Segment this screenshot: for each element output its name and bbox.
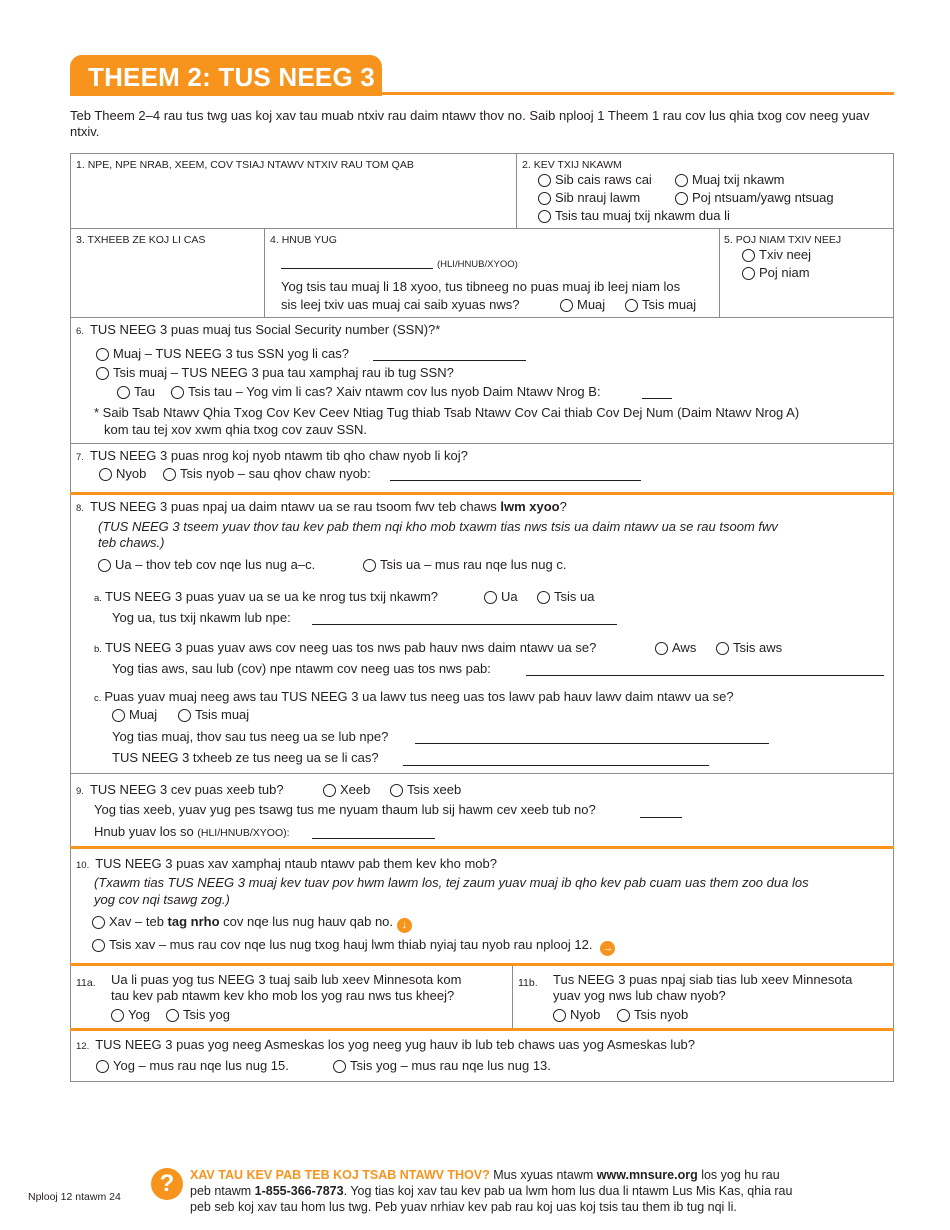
column-divider [264, 229, 265, 317]
name-field[interactable] [78, 214, 508, 215]
q2-option[interactable]: Sib cais raws cai [538, 172, 652, 188]
q10-note: yog cov nqi tsawg zog.) [94, 892, 230, 907]
q4-question: Yog tsis tau muaj li 18 xyoo, tus tibneeg no puas muaj ib leej niam los [281, 279, 681, 294]
intro-text: Teb Theem 2–4 rau tus twg uas koj xav tau muab ntxiv rau daim ntawv thov no. Saib nplooj 1 Theem 1 rau cov lus qhia txog cov neeg yuav ntxiv. [70, 108, 870, 139]
radio-button[interactable] [163, 468, 176, 481]
radio-button[interactable] [96, 367, 109, 380]
accent-divider [70, 492, 894, 495]
q6-note: * Saib Tsab Ntawv Qhia Txog Cov Kev Ceev Ntiag Tug thiab Tsab Ntawv Cov Cai thiab Cov Dej Num (Daim Ntawv Nrog A) [94, 405, 800, 420]
radio-button[interactable] [111, 1009, 124, 1022]
radio-button[interactable] [675, 174, 688, 187]
radio-button[interactable] [92, 916, 105, 929]
q6-sub-no[interactable]: Tsis tau – Yog vim li cas? Xaiv ntawm cov lus nyob Daim Ntawv Nrog B: [171, 384, 601, 400]
q5-option[interactable]: Txiv neej [742, 247, 811, 263]
q7-option-no[interactable]: Tsis nyob – sau qhov chaw nyob: [163, 466, 371, 482]
q8-option-yes[interactable]: Ua – thov teb cov nqe lus nug a–c. [98, 557, 315, 573]
address-field[interactable] [390, 480, 641, 481]
q2-option[interactable]: Muaj txij nkawm [675, 172, 784, 188]
divider [70, 773, 894, 774]
divider [70, 228, 894, 229]
q9-option[interactable]: Xeeb [323, 782, 370, 798]
page-number: Nplooj 12 ntawm 24 [28, 1191, 121, 1203]
divider [70, 317, 894, 318]
reason-field[interactable] [642, 398, 672, 399]
q4-option[interactable]: Tsis muaj [625, 297, 696, 313]
accent-divider [70, 1028, 894, 1031]
q11b-question: yuav yog nws lub chaw nyob? [553, 988, 726, 1003]
q9-option[interactable]: Tsis xeeb [390, 782, 461, 798]
q11a-option[interactable]: Yog [111, 1007, 150, 1023]
q8c-option[interactable]: Muaj [112, 707, 157, 723]
radio-button[interactable] [538, 210, 551, 223]
q12-option-no[interactable]: Tsis yog – mus rau nqe lus nug 13. [333, 1058, 551, 1074]
question-icon: ? [151, 1168, 183, 1200]
radio-button[interactable] [323, 784, 336, 797]
tax-filer-name-field[interactable] [415, 743, 769, 744]
q6-option-no[interactable]: Tsis muaj – TUS NEEG 3 pua tau xamphaj rau ib tug SSN? [96, 365, 454, 381]
birthdate-field[interactable] [281, 268, 433, 269]
q4-question: sis leej txiv uas muaj cai saib xyuas nws? [281, 297, 520, 312]
radio-button[interactable] [742, 249, 755, 262]
radio-button[interactable] [484, 591, 497, 604]
q11a-number: 11a. [76, 977, 96, 989]
q8-note: teb chaws.) [98, 535, 165, 550]
radio-button[interactable] [617, 1009, 630, 1022]
q8a-followup: Yog ua, tus txij nkawm lub npe: [112, 610, 291, 625]
q10-note: (Txawm tias TUS NEEG 3 muaj kev tuav pov hwm lawm los, tej zaum yuav muaj ib qho kev pab cuam uas them zoo dua los [94, 875, 809, 890]
accent-divider [70, 963, 894, 966]
q2-option[interactable]: Poj ntsuam/yawg ntsuag [675, 190, 834, 206]
radio-button[interactable] [742, 267, 755, 280]
q8b-option[interactable]: Aws [655, 640, 696, 656]
q8c-option[interactable]: Tsis muaj [178, 707, 249, 723]
q2-option[interactable]: Tsis tau muaj txij nkawm dua li [538, 208, 730, 224]
divider [70, 443, 894, 444]
q8-question: 8. TUS NEEG 3 puas npaj ua daim ntawv ua se rau tsoom fwv teb chaws lwm xyoo? [76, 499, 567, 514]
relationship-field[interactable] [403, 765, 709, 766]
radio-button[interactable] [675, 192, 688, 205]
q8a-question: a. TUS NEEG 3 puas yuav ua se ua ke nrog tus txij nkawm? [94, 589, 439, 604]
q11b-question: Tus NEEG 3 puas npaj siab tias lub xeev Minnesota [553, 972, 853, 987]
phone-number[interactable]: 1-855-366-7873 [254, 1184, 344, 1198]
q10-option-no[interactable]: Tsis xav – mus rau cov nqe lus nug txog hauj lwm thiab nyiaj tau nyob rau nplooj 12. → [92, 937, 615, 956]
q8b-followup: Yog tias aws, sau lub (cov) npe ntawm cov neeg uas tos nws pab: [112, 661, 491, 676]
q12-question: 12. TUS NEEG 3 puas yog neeg Asmeskas los yog neeg yug hauv ib lub teb chaws uas yog Asmeskas lub? [76, 1037, 696, 1052]
q11b-option[interactable]: Tsis nyob [617, 1007, 688, 1023]
q6-option-yes[interactable]: Muaj – TUS NEEG 3 tus SSN yog li cas? [96, 346, 349, 362]
q11b-option[interactable]: Nyob [553, 1007, 600, 1023]
q11a-option[interactable]: Tsis yog [166, 1007, 230, 1023]
q8c-question: c. Puas yuav muaj neeg aws tau TUS NEEG 3 ua lawv tus neeg uas tos lawv pab hauv lawv daim ntawv ua se? [94, 689, 734, 704]
q11a-question: tau kev pab ntawm kev kho mob los yog rau nws tus kheej? [111, 988, 455, 1003]
arrow-down-icon: ↓ [397, 918, 412, 933]
section-tab [70, 55, 382, 96]
radio-button[interactable] [92, 939, 105, 952]
q12-option-yes[interactable]: Yog – mus rau nqe lus nug 15. [96, 1058, 289, 1074]
q8b-option[interactable]: Tsis aws [716, 640, 782, 656]
radio-button[interactable] [560, 299, 573, 312]
radio-button[interactable] [537, 591, 550, 604]
section-title: THEEM 2: TUS NEEG 3 [88, 62, 375, 92]
radio-button[interactable] [716, 642, 729, 655]
q1-label: 1. NPE, NPE NRAB, XEEM, COV TSIAJ NTAWV NTXIV RAU TOM QAB [76, 159, 414, 171]
section-rule [70, 92, 894, 95]
radio-button[interactable] [171, 386, 184, 399]
q4-option[interactable]: Muaj [560, 297, 605, 313]
radio-button[interactable] [96, 348, 109, 361]
radio-button[interactable] [99, 468, 112, 481]
q8a-option[interactable]: Ua [484, 589, 518, 605]
arrow-right-icon: → [602, 942, 614, 954]
radio-button[interactable] [333, 1060, 346, 1073]
radio-button[interactable] [390, 784, 403, 797]
q11b-number: 11b. [518, 977, 538, 989]
q2-label: 2. KEV TXIJ NKAWM [522, 159, 622, 171]
radio-button[interactable] [538, 192, 551, 205]
column-divider [719, 229, 720, 317]
radio-button[interactable] [98, 559, 111, 572]
radio-button[interactable] [538, 174, 551, 187]
radio-button[interactable] [112, 709, 125, 722]
q2-option[interactable]: Sib nrauj lawm [538, 190, 640, 206]
column-divider [516, 154, 517, 228]
q9-question: 9. TUS NEEG 3 cev puas xeeb tub? [76, 782, 284, 797]
q5-option[interactable]: Poj niam [742, 265, 810, 281]
q3-label: 3. TXHEEB ZE KOJ LI CAS [76, 234, 206, 246]
radio-button[interactable] [363, 559, 376, 572]
q8c-followup: Yog tias muaj, thov sau tus neeg ua se lub npe? [112, 729, 389, 744]
q8-note: (TUS NEEG 3 tseem yuav thov tau kev pab them nqi kho mob txawm tias nws tsis ua daim ntawv ua se rau tsoom fwv [98, 519, 778, 534]
radio-button[interactable] [625, 299, 638, 312]
babies-count-field[interactable] [640, 817, 682, 818]
q8a-option[interactable]: Tsis ua [537, 589, 594, 605]
date-hint: (HLI/HNUB/XYOO) [437, 259, 518, 270]
spouse-name-field[interactable] [312, 624, 617, 625]
due-date-field[interactable] [312, 838, 435, 839]
q6-sub-yes[interactable]: Tau [117, 384, 155, 400]
q8c-followup: TUS NEEG 3 txheeb ze tus neeg ua se li cas? [112, 750, 379, 765]
q8b-question: b. TUS NEEG 3 puas yuav aws cov neeg uas tos nws pab hauv nws daim ntawv ua se? [94, 640, 597, 655]
radio-button[interactable] [553, 1009, 566, 1022]
radio-button[interactable] [166, 1009, 179, 1022]
help-footer: XAV TAU KEV PAB TEB KOJ TSAB NTAWV THOV? Mus xyuas ntawm www.mnsure.org los yog hu rau peb ntawm 1-855-366-7873. Yog tias koj xav tau kev pab ua lwm hom lus dua li ntawm Lus Mis Kas, qhia rau peb seb koj xav tau hom lus twg. Peb yuav nrhiav kev pab rau koj uas koj tsis tau them ib tug nqi li. [190, 1168, 793, 1214]
q10-option-yes[interactable]: Xav – teb tag nrho cov nqe lus nug hauv qab no. ↓ [92, 914, 412, 933]
q4-label: 4. HNUB YUG [270, 234, 337, 246]
q6-note: kom tau tej xov xwm qhia txog cov zauv SSN. [104, 422, 367, 437]
radio-button[interactable] [178, 709, 191, 722]
radio-button[interactable] [655, 642, 668, 655]
q8-option-no[interactable]: Tsis ua – mus rau nqe lus nug c. [363, 557, 566, 573]
q5-label: 5. POJ NIAM TXIV NEEJ [724, 234, 842, 246]
q9-followup: Yog tias xeeb, yuav yug pes tsawg tus me nyuam thaum lub sij hawm cev xeeb tub no? [94, 802, 596, 817]
accent-divider [70, 846, 894, 849]
column-divider [512, 966, 513, 1028]
radio-button[interactable] [117, 386, 130, 399]
radio-button[interactable] [96, 1060, 109, 1073]
ssn-field[interactable] [373, 360, 526, 361]
q9-due-label: Hnub yuav los so (HLI/HNUB/XYOO): [94, 824, 290, 839]
q10-question: 10. TUS NEEG 3 puas xav xamphaj ntaub ntawv pab them kev kho mob? [76, 856, 497, 871]
q6-question: 6. TUS NEEG 3 puas muaj tus Social Security number (SSN)?* [76, 322, 441, 337]
q7-option-yes[interactable]: Nyob [99, 466, 146, 482]
q7-question: 7. TUS NEEG 3 puas nrog koj nyob ntawm tib qho chaw nyob li koj? [76, 448, 468, 463]
q11a-question: Ua li puas yog tus NEEG 3 tuaj saib lub xeev Minnesota kom [111, 972, 462, 987]
website-link[interactable]: www.mnsure.org [596, 1168, 698, 1182]
dependents-field[interactable] [526, 675, 884, 676]
